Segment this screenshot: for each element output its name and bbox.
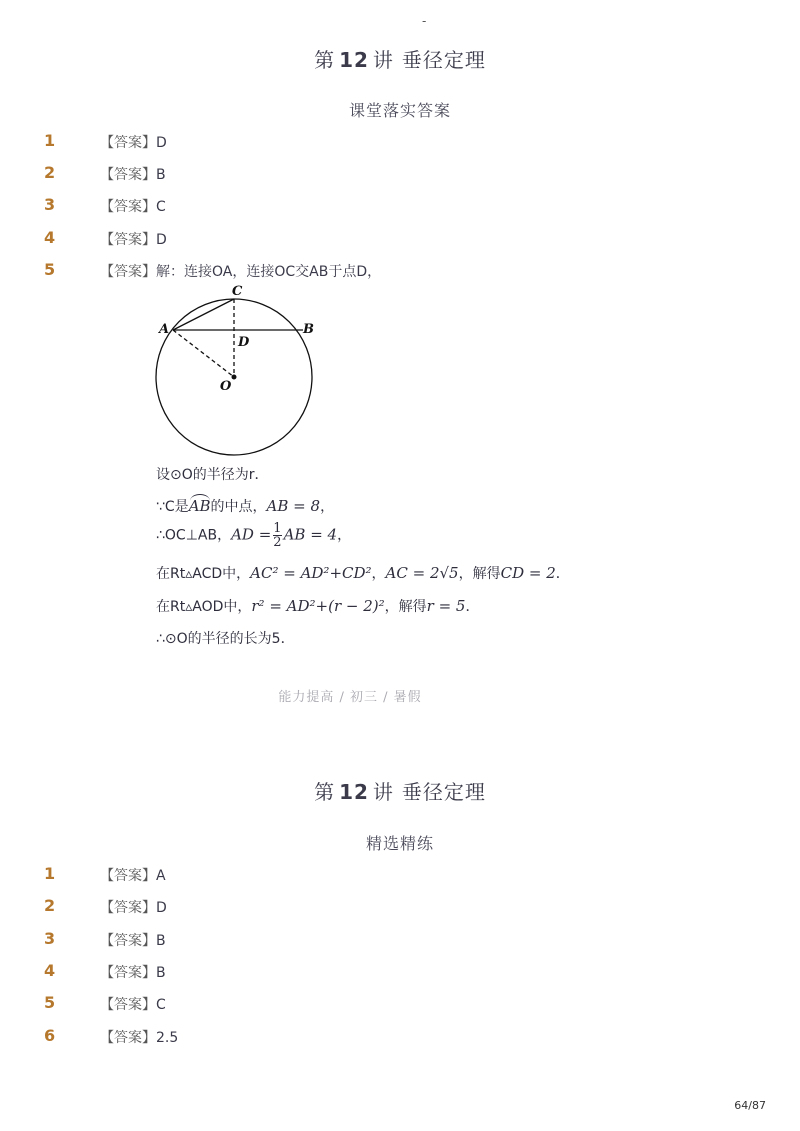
sol4-text-a: 在Rt▵ACD中， bbox=[156, 566, 251, 582]
answer-value: C bbox=[156, 199, 166, 215]
sol4-math-3: CD = 2 bbox=[500, 564, 556, 582]
answer-tag: 【答案】 bbox=[100, 965, 156, 981]
label-c: C bbox=[232, 284, 243, 299]
title-prefix: 第 bbox=[314, 48, 336, 72]
header-mark: - bbox=[422, 14, 427, 28]
answer-tag: 【答案】 bbox=[100, 167, 156, 183]
answer-tag: 【答案】 bbox=[100, 997, 156, 1013]
sol3-text-c: ， bbox=[337, 527, 352, 544]
answer-tag: 【答案】 bbox=[100, 199, 156, 215]
answer-value: A bbox=[156, 868, 166, 884]
sol4-math-1: AC² = AD²+CD² bbox=[250, 564, 372, 582]
answer-value: D bbox=[156, 232, 167, 248]
label-b: B bbox=[303, 322, 314, 337]
answer-tag: 【答案】 bbox=[100, 900, 156, 916]
question-number: 2 bbox=[44, 896, 56, 915]
solution-line-2 bbox=[156, 496, 334, 516]
title-topic: 垂径定理 bbox=[401, 780, 486, 804]
section-subtitle: 课堂落实答案 bbox=[348, 101, 451, 120]
fraction-half bbox=[273, 522, 281, 549]
answer-tag: 【答案】 bbox=[100, 933, 156, 949]
page-footer: 能力提高 / 初三 / 暑假 bbox=[278, 690, 422, 705]
lecture-title bbox=[0, 776, 800, 805]
solution-line-6: ∴⊙O的半径的长为5． bbox=[156, 631, 295, 647]
sol5-math-2: r = 5 bbox=[426, 597, 466, 615]
question-number: 2 bbox=[44, 163, 56, 182]
answer-value: B bbox=[156, 167, 166, 183]
sol5-text-a: 在Rt▵AOD中， bbox=[156, 599, 252, 615]
label-d: D bbox=[238, 335, 250, 350]
answer-line bbox=[100, 261, 381, 281]
solution-line-3 bbox=[156, 522, 351, 549]
sol5-math-1: r² = AD²+(r − 2)² bbox=[251, 597, 385, 615]
answer-line bbox=[100, 930, 166, 950]
answer-tag: 【答案】 bbox=[100, 1030, 156, 1046]
question-number: 5 bbox=[44, 993, 56, 1012]
answer-value: 解：连接OA，连接OC交AB于点D， bbox=[156, 264, 382, 280]
answer-value: D bbox=[156, 135, 167, 151]
answer-tag: 【答案】 bbox=[100, 232, 156, 248]
answer-tag: 【答案】 bbox=[100, 264, 156, 280]
answer-value: B bbox=[156, 933, 166, 949]
fraction-numerator: 1 bbox=[273, 521, 282, 536]
answer-line bbox=[100, 897, 167, 917]
answer-value: 2.5 bbox=[156, 1030, 179, 1046]
answer-tag: 【答案】 bbox=[100, 868, 156, 884]
answer-line bbox=[100, 164, 166, 184]
question-number: 6 bbox=[44, 1026, 56, 1045]
sol5-text-b: ，解得 bbox=[384, 599, 427, 615]
sol4-math-2: AC = 2√5 bbox=[385, 564, 459, 582]
title-suffix: 讲 bbox=[372, 48, 394, 72]
page-number: 64/87 bbox=[734, 1099, 766, 1112]
title-number: 12 bbox=[339, 48, 369, 72]
arc-ab: AB bbox=[188, 497, 211, 515]
title-topic: 垂径定理 bbox=[401, 48, 486, 72]
segment-ac bbox=[173, 299, 234, 330]
sol4-text-b: ， bbox=[371, 566, 386, 582]
question-number: 4 bbox=[44, 228, 56, 247]
sol4-text-d: ． bbox=[555, 566, 570, 582]
label-a: A bbox=[159, 322, 170, 337]
sol2-math: AB = 8 bbox=[266, 497, 321, 515]
sol5-text-c: ． bbox=[465, 599, 480, 615]
sol3-math-2: AB = 4 bbox=[283, 525, 338, 544]
section-subtitle: 精选精练 bbox=[365, 834, 434, 853]
answer-line bbox=[100, 1027, 178, 1047]
answer-value: B bbox=[156, 965, 166, 981]
answer-value: D bbox=[156, 900, 167, 916]
sol2-text-b: 的中点， bbox=[210, 499, 267, 515]
sol3-math-1: AD = bbox=[231, 525, 272, 544]
lecture-title bbox=[0, 44, 800, 73]
segment-oa bbox=[173, 330, 234, 377]
answer-line bbox=[100, 132, 167, 152]
title-suffix: 讲 bbox=[372, 780, 394, 804]
title-prefix: 第 bbox=[314, 780, 336, 804]
answer-line bbox=[100, 962, 166, 982]
question-number: 5 bbox=[44, 260, 56, 279]
center-point bbox=[232, 375, 237, 380]
answer-value: C bbox=[156, 997, 166, 1013]
fraction-denominator: 2 bbox=[273, 535, 282, 550]
sol3-text-a: ∴OC⊥AB， bbox=[156, 527, 232, 544]
question-number: 3 bbox=[44, 195, 56, 214]
circle-figure bbox=[140, 280, 340, 460]
answer-line bbox=[100, 865, 166, 885]
solution-line-5 bbox=[156, 596, 479, 616]
solution-line-4 bbox=[156, 563, 570, 583]
label-o: O bbox=[220, 379, 232, 394]
question-number: 3 bbox=[44, 929, 56, 948]
sol2-text-a: ∵C是 bbox=[156, 499, 189, 515]
question-number: 1 bbox=[44, 864, 56, 883]
solution-line-1: 设⊙O的半径为r． bbox=[156, 467, 269, 483]
answer-line bbox=[100, 229, 167, 249]
answer-tag: 【答案】 bbox=[100, 135, 156, 151]
answer-line bbox=[100, 994, 166, 1014]
question-number: 4 bbox=[44, 961, 56, 980]
sol2-text-c: ， bbox=[320, 499, 335, 515]
title-number: 12 bbox=[339, 780, 369, 804]
answer-line bbox=[100, 196, 166, 216]
sol4-text-c: ，解得 bbox=[458, 566, 501, 582]
question-number: 1 bbox=[44, 131, 56, 150]
